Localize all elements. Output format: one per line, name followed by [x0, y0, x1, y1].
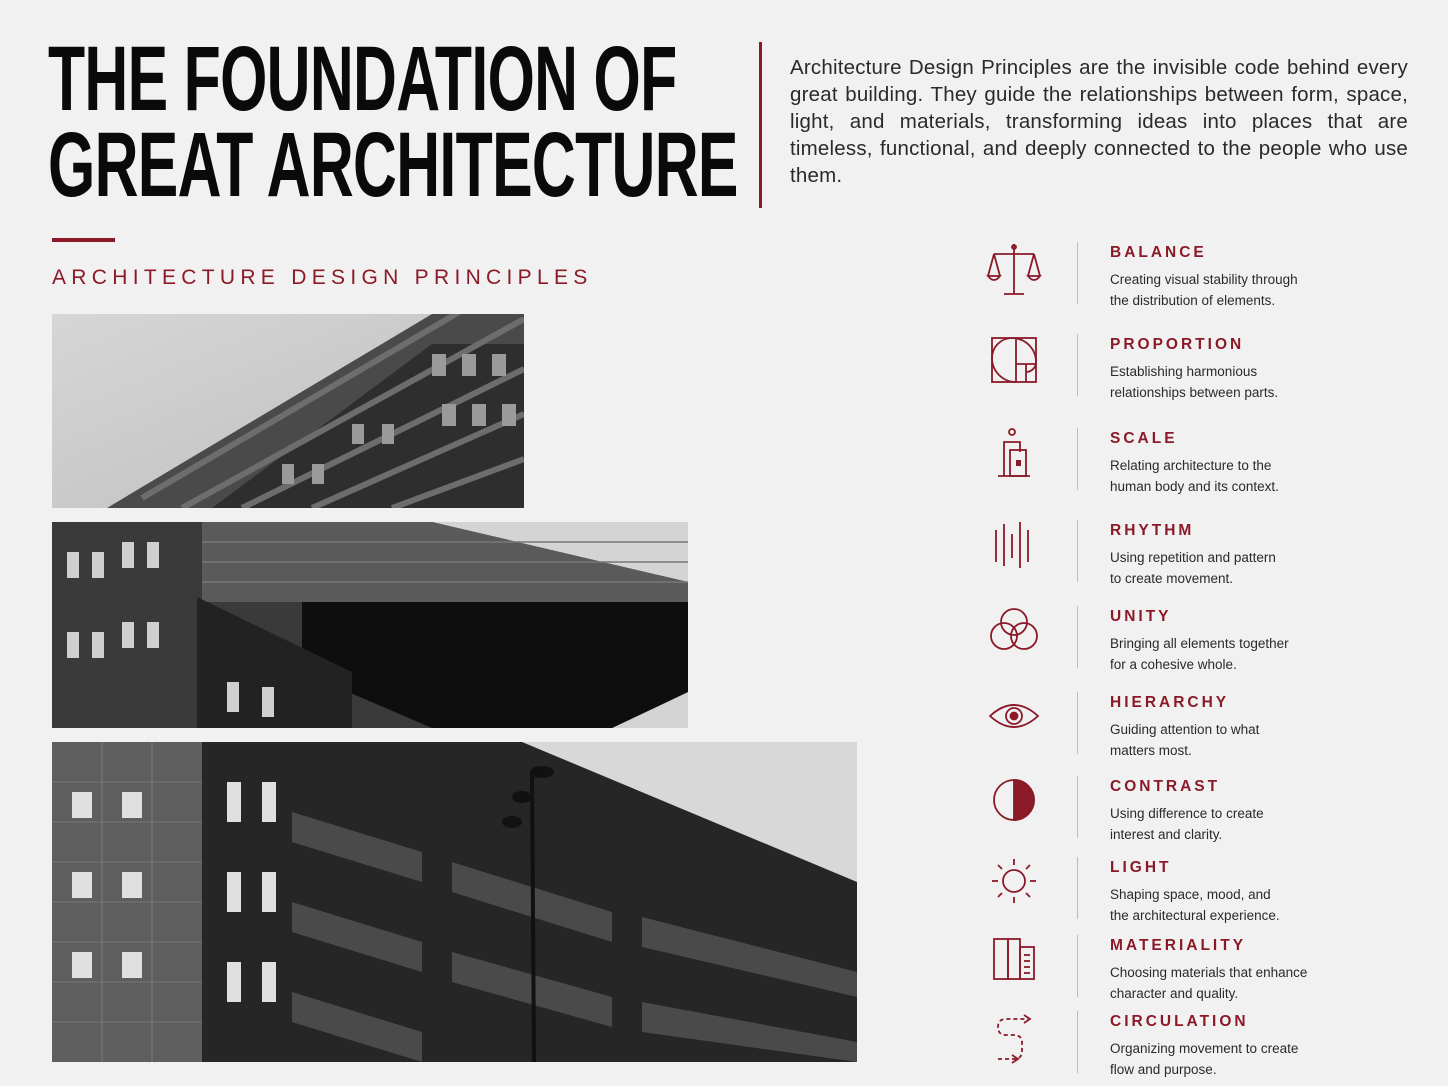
eye-icon	[986, 692, 1042, 748]
principle-divider	[1077, 520, 1078, 582]
principle-divider	[1077, 692, 1078, 754]
principle-divider	[1077, 606, 1078, 668]
principle-proportion	[980, 334, 1420, 400]
intro-divider	[759, 42, 762, 208]
principle-description: Establishing harmonious relationships between parts.	[1110, 364, 1279, 400]
building-photo-3	[52, 742, 857, 1062]
principle-name: CIRCULATION	[1110, 1013, 1249, 1030]
principle-name: PROPORTION	[1110, 336, 1245, 353]
principle-description: Bringing all elements together for a cohesive whole.	[1110, 636, 1289, 672]
principle-name: LIGHT	[1110, 859, 1172, 876]
principle-light	[980, 857, 1420, 923]
title-line-2: GREAT ARCHITECTURE	[48, 114, 738, 216]
half-circle-icon	[986, 776, 1042, 832]
principle-name: CONTRAST	[1110, 778, 1221, 795]
building-photo-2	[52, 522, 688, 728]
principle-divider	[1077, 776, 1078, 838]
principle-description: Choosing materials that enhance character and quality.	[1110, 965, 1308, 1001]
building-photo-1	[52, 314, 524, 508]
principle-name: RHYTHM	[1110, 522, 1195, 539]
principle-materiality	[980, 935, 1420, 1001]
vertical-lines-icon	[986, 520, 1042, 576]
principle-unity	[980, 606, 1420, 672]
principle-divider	[1077, 428, 1078, 490]
path-arrows-icon	[986, 1011, 1042, 1067]
principle-name: UNITY	[1110, 608, 1172, 625]
principle-hierarchy	[980, 692, 1420, 758]
principle-balance	[980, 242, 1420, 308]
principle-scale	[980, 428, 1420, 494]
principle-name: SCALE	[1110, 430, 1178, 447]
principle-description: Using difference to create interest and clarity.	[1110, 806, 1264, 842]
principle-divider	[1077, 857, 1078, 919]
scales-icon	[986, 242, 1042, 298]
principle-description: Creating visual stability through the distribution of elements.	[1110, 272, 1298, 308]
principle-circulation	[980, 1011, 1420, 1077]
title-accent-rule	[52, 238, 115, 242]
principle-name: MATERIALITY	[1110, 937, 1247, 954]
principle-description: Guiding attention to what matters most.	[1110, 722, 1260, 758]
principle-description: Using repetition and pattern to create movement.	[1110, 550, 1276, 586]
principle-divider	[1077, 242, 1078, 304]
intro-paragraph: Architecture Design Principles are the invisible code behind every great building. They guide the relationships between form, space, light, and materials, transforming ideas into places that are timeless, functional, and deeply connected to the people who use them.	[790, 56, 1408, 187]
principle-description: Organizing movement to create flow and purpose.	[1110, 1041, 1299, 1077]
golden-ratio-icon	[986, 334, 1042, 390]
section-subtitle: ARCHITECTURE DESIGN PRINCIPLES	[52, 266, 593, 289]
sun-icon	[986, 857, 1042, 913]
principle-description: Relating architecture to the human body and its context.	[1110, 458, 1279, 494]
principle-description: Shaping space, mood, and the architectural experience.	[1110, 887, 1280, 923]
principle-divider	[1077, 334, 1078, 396]
principle-name: BALANCE	[1110, 244, 1207, 261]
person-scale-icon	[986, 428, 1042, 484]
principle-name: HIERARCHY	[1110, 694, 1230, 711]
principle-divider	[1077, 1011, 1078, 1073]
principle-rhythm	[980, 520, 1420, 586]
overlapping-circles-icon	[986, 606, 1042, 662]
page-title	[48, 28, 738, 216]
title-line-1: THE FOUNDATION OF	[48, 28, 677, 130]
material-panels-icon	[986, 935, 1042, 991]
principle-divider	[1077, 935, 1078, 997]
principle-contrast	[980, 776, 1420, 842]
